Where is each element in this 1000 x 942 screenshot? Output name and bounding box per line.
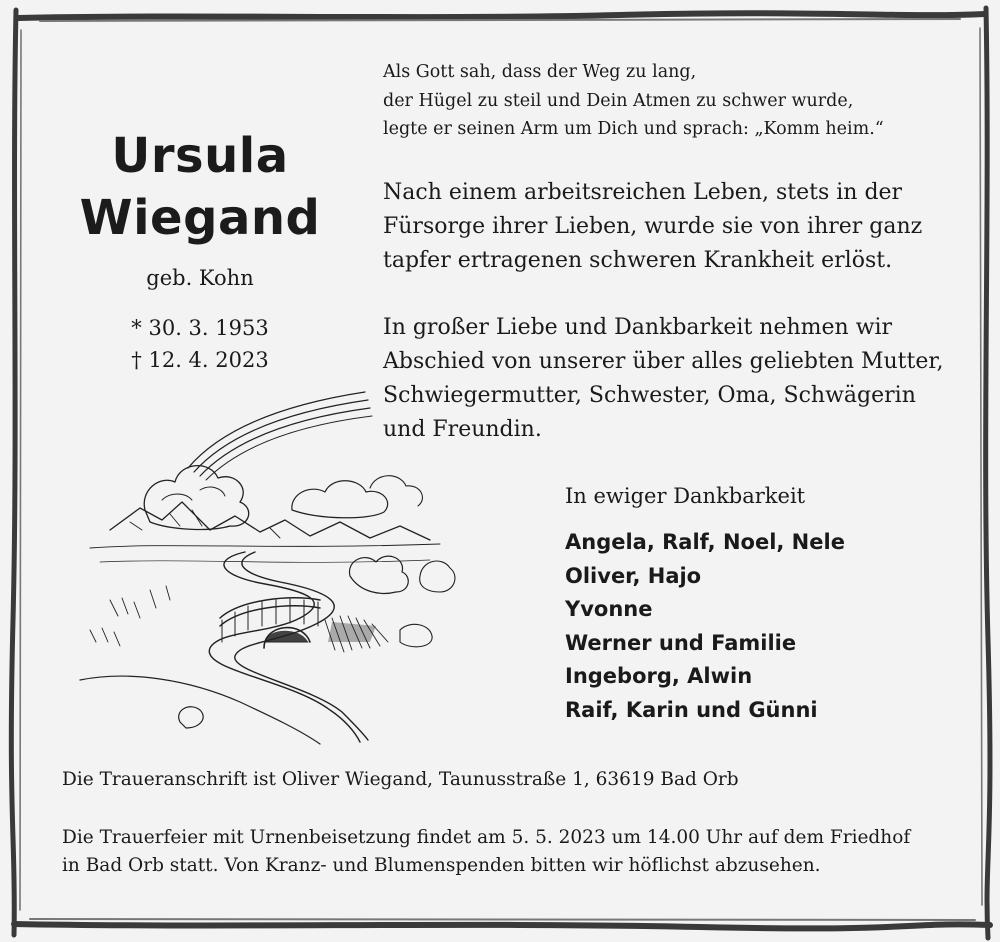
paragraph-line: In großer Liebe und Dankbarkeit nehmen wir [383,315,893,340]
verse-line: der Hügel zu steil und Dein Atmen zu schwer wurde, [383,90,854,111]
mourner-entry: Angela, Ralf, Noel, Nele [565,530,845,554]
funeral-info-line: Die Trauerfeier mit Urnenbeisetzung findet am 5. 5. 2023 um 14.00 Uhr auf dem Friedhof [62,827,911,848]
paragraph-line: Abschied von unserer über alles geliebten Mutter, [383,349,944,374]
paragraph-line: Nach einem arbeitsreichen Leben, stets in der [383,180,903,205]
life-paragraph [383,176,973,278]
first-name: Ursula [111,128,289,184]
maiden-name: geb. Kohn [146,266,254,290]
paragraph-line: Fürsorge ihrer Lieben, wurde sie von ihrer ganz [383,214,923,239]
mourner-entry: Ingeborg, Alwin [565,664,753,689]
death-date: † 12. 4. 2023 [131,348,269,372]
mourners-list [565,526,845,728]
verse-line: legte er seinen Arm um Dich und sprach: „Komm heim.“ [383,119,884,139]
landscape-illustration [70,380,470,750]
funeral-info-line: in Bad Orb statt. Von Kranz- und Blumenspenden bitten wir höflichst abzusehen. [62,855,821,876]
mourner-entry: Raif, Karin und Günni [565,697,818,722]
poem-verse [383,58,963,144]
birth-date: * 30. 3. 1953 [131,316,269,340]
condolence-address: Die Traueranschrift ist Oliver Wiegand, Taunusstraße 1, 63619 Bad Orb [62,769,739,790]
mourners-intro: In ewiger Dankbarkeit [565,484,806,508]
mourner-entry: Werner und Familie [565,630,797,655]
paragraph-line: Schwiegermutter, Schwester, Oma, Schwägerin [383,383,916,408]
mourner-entry: Yvonne [565,597,653,622]
mourner-entry: Oliver, Hajo [565,563,702,588]
last-name: Wiegand [79,190,321,246]
paragraph-line: und Freundin. [383,417,542,442]
farewell-paragraph [383,311,973,447]
verse-line: Als Gott sah, dass der Weg zu lang, [383,62,697,82]
paragraph-line: tapfer ertragenen schweren Krankheit erlöst. [383,248,893,273]
funeral-info [62,824,910,880]
